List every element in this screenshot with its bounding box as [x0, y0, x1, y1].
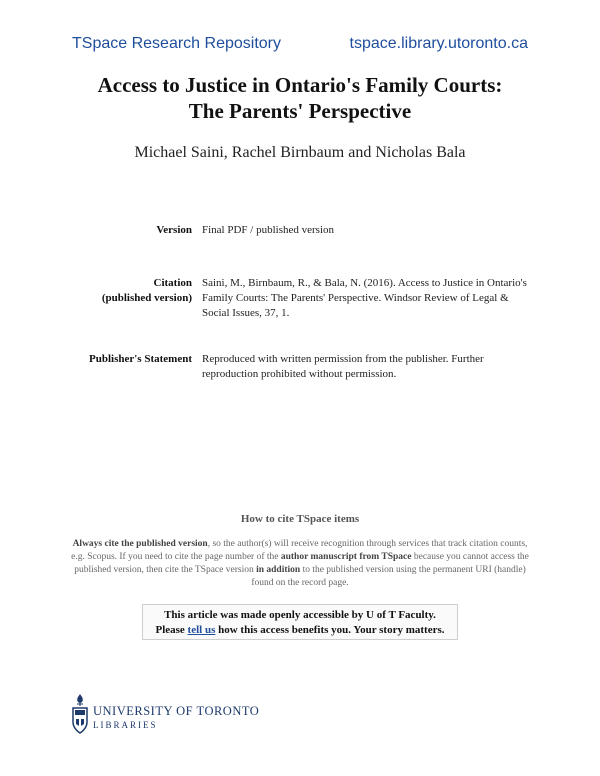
- publisher-statement-value: Reproduced with written permission from the publisher. Further reproduction prohibited without permission.: [202, 353, 484, 380]
- citation-label-line-1: Citation: [153, 277, 192, 289]
- uoft-logo-name: UNIVERSITY OF TORONTO: [93, 704, 260, 718]
- cite-author-manuscript: author manuscript from TSpace: [280, 552, 412, 562]
- access-line-2: [143, 623, 457, 638]
- open-access-notice: [142, 604, 458, 640]
- citation-value: Saini, M., Birnbaum, R., & Bala, N. (2016). Access to Justice in Ontario's Family Courts: The Parents' Perspective. Windsor Review of Legal & Social Issues, 37, 1.: [202, 277, 527, 319]
- authors: Michael Saini, Rachel Birnbaum and Nicholas Bala: [134, 144, 466, 161]
- version-label: Version: [156, 224, 192, 236]
- uoft-libraries-logo: [70, 692, 270, 738]
- version-value: Final PDF / published version: [202, 224, 335, 236]
- citation-label: [60, 276, 192, 306]
- document-title: [40, 72, 560, 124]
- access-line-1: This article was made openly accessible by U of T Faculty.: [164, 609, 436, 621]
- cite-text-3: to the published version using the permanent URI (handle) found on the record page.: [251, 565, 526, 588]
- access-text-before: Please: [155, 624, 188, 636]
- access-text-after: how this access benefits you. Your story matters.: [215, 624, 445, 636]
- cite-published-version: Always cite the published version: [72, 539, 208, 549]
- repository-name: TSpace Research Repository: [72, 35, 281, 52]
- cite-text-2: because you cannot access the published version, then cite the TSpace version: [74, 552, 529, 575]
- title-line-2: The Parents' Perspective: [188, 99, 412, 123]
- repository-url[interactable]: tspace.library.utoronto.ca: [349, 35, 528, 52]
- tell-us-link[interactable]: tell us: [187, 624, 216, 636]
- cite-text-1: , so the author(s) will receive recognition through services that track citation counts, e.g. Scopus. If you need to cite the page number of the: [71, 539, 528, 562]
- uoft-crest-icon: [70, 692, 90, 738]
- title-line-1: Access to Justice in Ontario's Family Courts:: [97, 73, 503, 97]
- how-to-cite-heading: How to cite TSpace items: [240, 513, 360, 525]
- publisher-statement-label: Publisher's Statement: [89, 353, 192, 365]
- cite-in-addition: in addition: [256, 565, 301, 575]
- how-to-cite-body: [70, 538, 530, 590]
- citation-label-line-2: (published version): [101, 292, 192, 304]
- uoft-logo-sub: LIBRARIES: [93, 720, 158, 730]
